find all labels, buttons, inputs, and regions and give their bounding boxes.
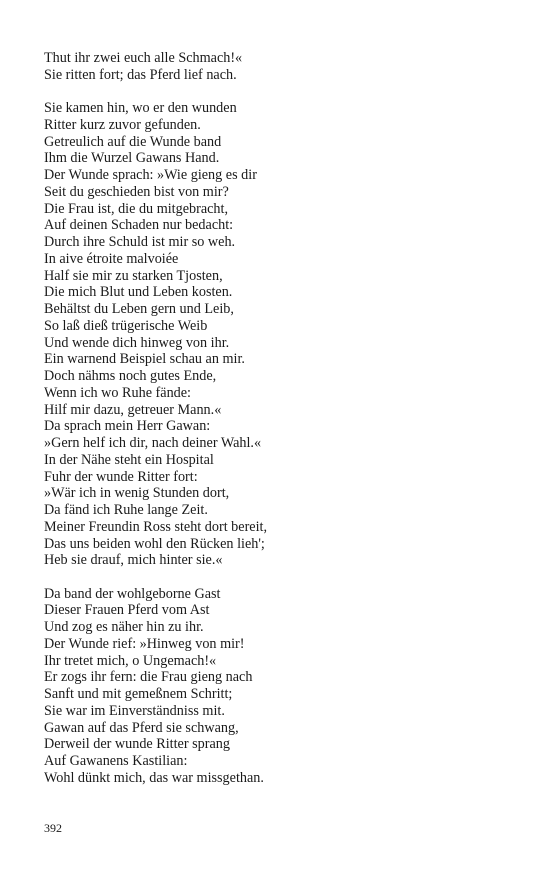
verse-line: In der Nähe steht ein Hospital <box>44 451 214 468</box>
verse-line: Sie war im Einverständniss mit. <box>44 702 225 719</box>
stanza <box>44 50 514 84</box>
verse-line: Der Wunde sprach: »Wie gieng es dir <box>44 167 257 183</box>
verse-line: Auf deinen Schaden nur bedacht: <box>44 217 234 234</box>
verse-line: Thut ihr zwei euch alle Schmach!« <box>44 50 243 66</box>
verse-line: Wohl dünkt mich, das war missgethan. <box>44 769 264 786</box>
verse-line: Sanft und mit gemeßnem Schritt; <box>44 686 233 702</box>
verse-line: Sie kamen hin, wo er den wunden <box>44 100 237 116</box>
page-number: 392 <box>44 821 62 835</box>
verse-line: Seit du geschieden bist von mir? <box>44 183 229 200</box>
verse-line: Wenn ich wo Ruhe fände: <box>44 384 191 401</box>
verse-line: In aive étroite malvoiée <box>44 250 179 267</box>
verse-line: Da sprach mein Herr Gawan: <box>44 418 211 435</box>
verse-line: Fuhr der wunde Ritter fort: <box>44 468 198 485</box>
verse-line: Die mich Blut und Leben kosten. <box>44 284 233 301</box>
verse-line: Da fänd ich Ruhe lange Zeit. <box>44 502 208 518</box>
poem-text <box>44 50 514 803</box>
verse-line: Durch ihre Schuld ist mir so weh. <box>44 234 236 250</box>
verse-line: Die Frau ist, die du mitgebracht, <box>44 200 229 217</box>
verse-line: Das uns beiden wohl den Rücken lieh'; <box>44 535 265 552</box>
verse-line: Derweil der wunde Ritter sprang <box>44 736 230 753</box>
verse-line: Der Wunde rief: »Hinweg von mir! <box>44 635 245 652</box>
verse-line: Da band der wohlgeborne Gast <box>44 585 221 602</box>
verse-line: Dieser Frauen Pferd vom Ast <box>44 602 210 619</box>
verse-line: Behältst du Leben gern und Leib, <box>44 301 234 317</box>
verse-line: Sie ritten fort; das Pferd lief nach. <box>44 66 237 83</box>
verse-line: Und wende dich hinweg von ihr. <box>44 334 230 351</box>
verse-line: Doch nähms noch gutes Ende, <box>44 368 217 384</box>
verse-line: Ihr tretet mich, o Ungemach!« <box>44 652 217 669</box>
verse-line: Ritter kurz zuvor gefunden. <box>44 116 201 133</box>
verse-line: Er zogs ihr fern: die Frau gieng nach <box>44 669 253 686</box>
verse-line: Meiner Freundin Ross steht dort bereit, <box>44 518 268 535</box>
verse-line: Ein warnend Beispiel schau an mir. <box>44 351 245 368</box>
verse-line: Gawan auf das Pferd sie schwang, <box>44 719 239 736</box>
verse-line: Heb sie drauf, mich hinter sie.« <box>44 552 223 569</box>
verse-line: Getreulich auf die Wunde band <box>44 133 222 150</box>
stanza <box>44 586 514 787</box>
verse-line: »Gern helf ich dir, nach deiner Wahl.« <box>44 435 262 451</box>
verse-line: Hilf mir dazu, getreuer Mann.« <box>44 401 222 418</box>
verse-line: »Wär ich in wenig Stunden dort, <box>44 485 230 502</box>
verse-line: Half sie mir zu starken Tjosten, <box>44 267 223 284</box>
verse-line: Und zog es näher hin zu ihr. <box>44 619 204 635</box>
verse-line: Ihm die Wurzel Gawans Hand. <box>44 150 220 167</box>
verse-line: Auf Gawanens Kastilian: <box>44 753 188 769</box>
verse-line: So laß dieß trügerische Weib <box>44 317 208 334</box>
stanza <box>44 100 514 569</box>
